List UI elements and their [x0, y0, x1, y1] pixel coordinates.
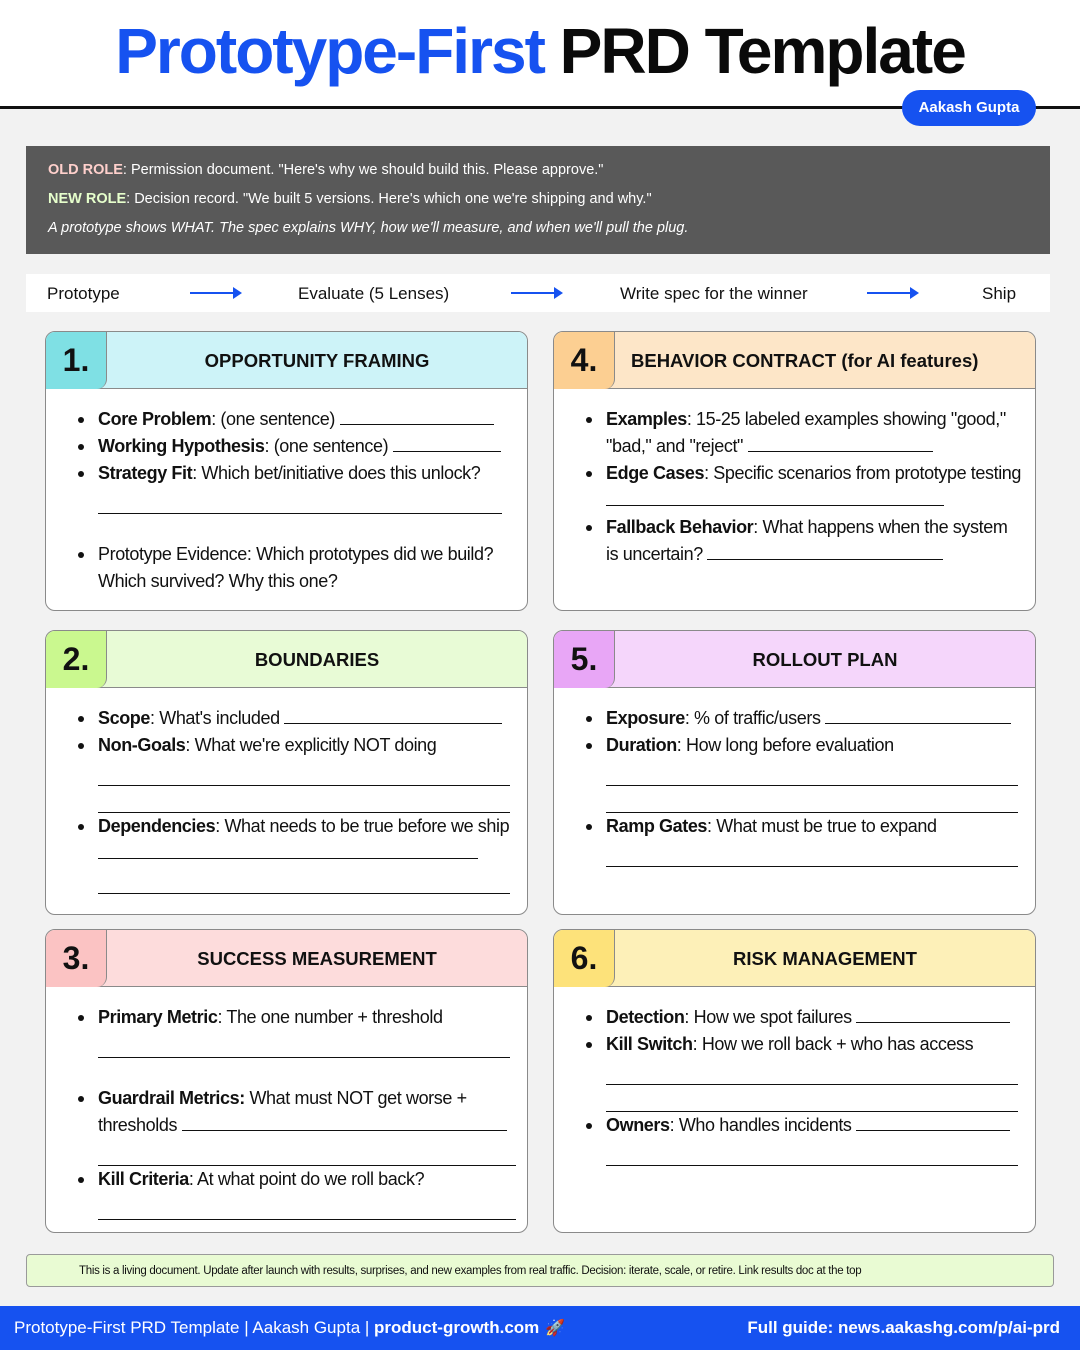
list-item	[78, 705, 513, 732]
card-opportunity-framing	[45, 331, 528, 611]
card-header	[554, 332, 1035, 389]
old-role-text: : Permission document. "Here's why we should build this. Please approve."	[122, 162, 604, 178]
item-label: Kill Switch	[606, 1034, 693, 1054]
fill-blank[interactable]	[98, 1193, 516, 1220]
card-number: 2.	[46, 631, 107, 688]
fill-blank[interactable]	[98, 1139, 516, 1166]
item-label: Non-Goals	[98, 735, 186, 755]
card-body	[78, 705, 513, 894]
new-role-text: : Decision record. "We built 5 versions. Here's which one we're shipping and why."	[126, 191, 652, 207]
card-header	[46, 930, 527, 987]
list-item	[78, 1166, 513, 1193]
process-flow	[26, 274, 1050, 312]
old-role-line	[48, 162, 1028, 191]
card-title: ROLLOUT PLAN	[752, 649, 898, 670]
fill-blank[interactable]	[856, 1113, 1010, 1131]
item-label: Ramp Gates	[606, 816, 708, 836]
role-box	[26, 146, 1050, 254]
new-role-label: NEW ROLE	[48, 191, 127, 207]
title-blue: Prototype-First	[115, 15, 544, 87]
fill-blank[interactable]	[606, 759, 1018, 786]
item-label: Core Problem	[98, 409, 212, 429]
item-text: Prototype Evidence: Which prototypes did we build? Which survived? Why this one?	[98, 544, 494, 591]
fill-blank[interactable]	[182, 1113, 507, 1131]
list-item	[78, 813, 513, 867]
fill-blank[interactable]	[606, 786, 1018, 813]
fill-blank[interactable]	[340, 407, 494, 425]
card-number: 4.	[554, 332, 615, 389]
item-text: : (one sentence)	[211, 409, 335, 429]
bottom-bar	[0, 1306, 1080, 1350]
list-item	[586, 732, 1021, 759]
item-label: Owners	[606, 1115, 670, 1135]
card-header	[46, 631, 527, 688]
list-item	[78, 1004, 513, 1031]
arrow-right-icon	[190, 292, 240, 294]
credits-text: Prototype-First PRD Template | Aakash Gupta |	[14, 1318, 375, 1337]
card-number: 5.	[554, 631, 615, 688]
flow-step-evaluate: Evaluate (5 Lenses)	[298, 284, 450, 303]
item-text: : What happens when the system is uncertain?	[606, 517, 1008, 564]
fill-blank[interactable]	[393, 434, 501, 452]
list-item	[586, 460, 1021, 514]
living-document-note: This is a living document. Update after launch with results, surprises, and new examples from real traffic. Decision: iterate, scale, or retire. Link results doc at the top	[26, 1254, 1054, 1287]
item-text: : % of traffic/users	[684, 708, 821, 728]
card-rollout-plan	[553, 630, 1036, 915]
item-label: Dependencies	[98, 816, 216, 836]
card-boundaries	[45, 630, 528, 915]
item-text: : How we roll back + who has access	[692, 1034, 974, 1054]
fill-blank[interactable]	[606, 1139, 1018, 1166]
fill-blank[interactable]	[856, 1005, 1010, 1023]
item-label: Guardrail Metrics:	[98, 1088, 245, 1108]
fill-blank[interactable]	[606, 840, 1018, 867]
item-label: Fallback Behavior	[606, 517, 754, 537]
item-text: : The one number + threshold	[217, 1007, 443, 1027]
fill-blank[interactable]	[748, 434, 933, 452]
fill-blank[interactable]	[98, 487, 502, 514]
fill-blank[interactable]	[98, 595, 502, 611]
card-body	[78, 406, 513, 611]
list-item	[78, 541, 513, 595]
card-number: 6.	[554, 930, 615, 987]
item-text: : What's included	[150, 708, 280, 728]
fill-blank[interactable]	[98, 759, 510, 786]
old-role-label: OLD ROLE	[48, 162, 123, 178]
card-body	[586, 406, 1021, 568]
rocket-icon: 🚀	[545, 1320, 566, 1337]
list-item	[586, 813, 1021, 840]
new-role-line	[48, 191, 1028, 220]
list-item	[586, 1112, 1021, 1139]
item-text: : How long before evaluation	[676, 735, 894, 755]
card-header	[554, 930, 1035, 987]
item-label: Primary Metric	[98, 1007, 218, 1027]
fill-blank[interactable]	[284, 706, 502, 724]
fill-blank[interactable]	[98, 1220, 516, 1233]
flow-step-prototype: Prototype	[47, 284, 120, 303]
item-text: : Specific scenarios from prototype testing	[704, 463, 1022, 483]
item-text: : Which bet/initiative does this unlock?	[192, 463, 481, 483]
item-text: : 15-25 labeled examples showing "good," "bad," and "reject"	[606, 409, 1006, 456]
card-header	[554, 631, 1035, 688]
fill-blank[interactable]	[825, 706, 1011, 724]
card-risk-management	[553, 929, 1036, 1233]
item-label: Working Hypothesis	[98, 436, 265, 456]
item-text: What must NOT get worse + thresholds	[98, 1088, 467, 1135]
item-label: Scope	[98, 708, 151, 728]
list-item	[78, 460, 513, 487]
bottom-bar-credits	[14, 1318, 565, 1338]
card-header	[46, 332, 527, 389]
item-text: : At what point do we roll back?	[188, 1169, 425, 1189]
item-text: : How we spot failures	[684, 1007, 852, 1027]
title-black: PRD Template	[559, 15, 965, 87]
full-guide-link[interactable]: Full guide: news.aakashg.com/p/ai-prd	[747, 1318, 1060, 1337]
item-label: Strategy Fit	[98, 463, 193, 483]
fill-blank[interactable]	[707, 542, 943, 560]
card-body	[78, 1004, 513, 1233]
item-label: Detection	[606, 1007, 685, 1027]
card-title: RISK MANAGEMENT	[733, 948, 917, 969]
card-body	[586, 1004, 1021, 1166]
card-behavior-contract	[553, 331, 1036, 611]
item-label: Edge Cases	[606, 463, 705, 483]
item-label: Duration	[606, 735, 677, 755]
list-item	[586, 1031, 1021, 1058]
author-badge: Aakash Gupta	[902, 90, 1036, 126]
card-success-measurement	[45, 929, 528, 1233]
list-item	[586, 705, 1021, 732]
list-item	[78, 406, 513, 433]
list-item	[78, 433, 513, 460]
item-text: : What needs to be true before we ship	[215, 816, 510, 836]
list-item	[78, 1085, 513, 1139]
item-text: : What we're explicitly NOT doing	[185, 735, 437, 755]
list-item	[586, 1004, 1021, 1031]
list-item	[78, 732, 513, 759]
flow-step-ship: Ship	[982, 284, 1017, 303]
item-text: : Who handles incidents	[669, 1115, 852, 1135]
fill-blank[interactable]	[98, 841, 478, 859]
item-text: : What must be true to expand	[707, 816, 937, 836]
fill-blank[interactable]	[98, 867, 510, 894]
arrow-right-icon	[867, 292, 917, 294]
card-title: SUCCESS MEASUREMENT	[197, 948, 437, 969]
item-text: : (one sentence)	[264, 436, 389, 456]
item-label: Examples	[606, 409, 687, 429]
fill-blank[interactable]	[98, 786, 510, 813]
card-number: 3.	[46, 930, 107, 987]
item-label: Kill Criteria	[98, 1169, 189, 1189]
item-label: Exposure	[606, 708, 685, 728]
list-item	[586, 406, 1021, 460]
list-item	[586, 514, 1021, 568]
site-link[interactable]: product-growth.com	[374, 1318, 540, 1337]
page-title	[0, 14, 1080, 88]
fill-blank[interactable]	[606, 488, 944, 506]
fill-blank[interactable]	[606, 1058, 1018, 1085]
card-title: BEHAVIOR CONTRACT (for AI features)	[631, 350, 979, 371]
card-number: 1.	[46, 332, 107, 389]
card-title: BOUNDARIES	[254, 649, 380, 670]
card-body	[586, 705, 1021, 867]
fill-blank[interactable]	[606, 1085, 1018, 1112]
card-title: OPPORTUNITY FRAMING	[204, 350, 430, 371]
arrow-right-icon	[511, 292, 561, 294]
tagline: A prototype shows WHAT. The spec explains WHY, how we'll measure, and when we'll pull the plug.	[48, 220, 689, 236]
fill-blank[interactable]	[98, 1031, 510, 1058]
tagline-line	[48, 220, 1028, 249]
flow-step-write-spec: Write spec for the winner	[620, 284, 808, 303]
